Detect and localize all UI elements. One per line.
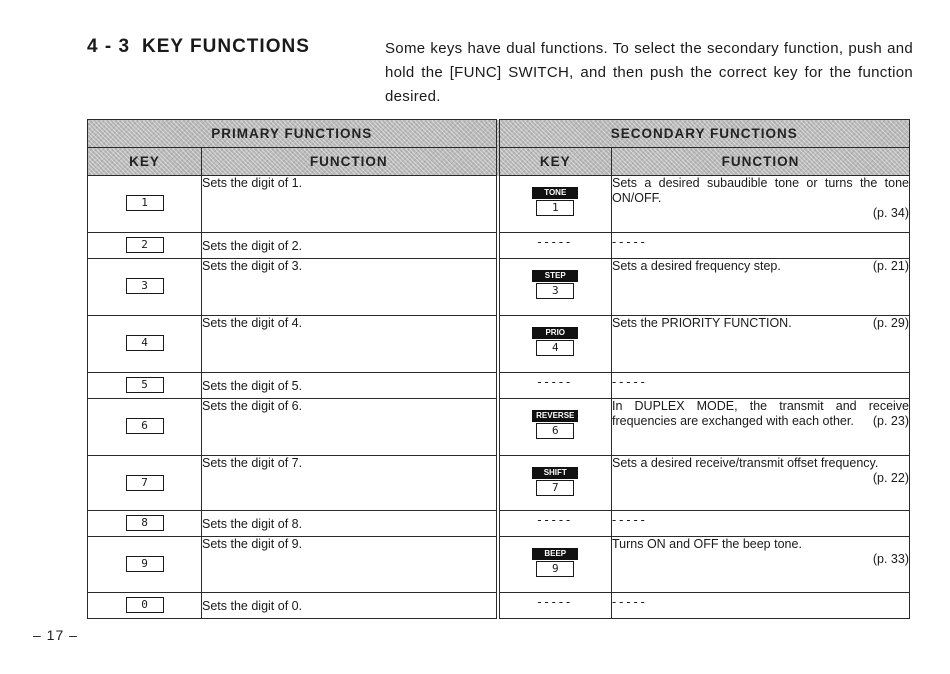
section-title-text: KEY FUNCTIONS [142,36,310,57]
secondary-key-cell [498,456,612,511]
empty-dash: ----- [537,595,574,609]
secondary-function-cell [612,399,910,456]
secondary-function-text: Sets a desired receive/transmit offset frequency. [612,456,879,470]
secondary-function-text: Sets a desired frequency step. [612,259,781,273]
step-label-icon: STEP [532,270,578,282]
primary-key-column-header: KEY [88,148,202,176]
secondary-key-cell [498,537,612,593]
key-9-icon: 9 [536,561,574,577]
tone-label-icon: TONE [532,187,578,199]
page-number: – 17 – [33,627,78,643]
secondary-function-cell [612,456,910,511]
shift-label-icon: SHIFT [532,467,578,479]
secondary-function-cell [612,511,910,537]
primary-function-cell: Sets the digit of 2. [202,233,498,259]
secondary-key-cell [498,593,612,619]
key-8-icon: 8 [126,515,164,531]
reverse-label-icon: REVERSE [532,410,578,422]
secondary-function-column-header: FUNCTION [612,148,910,176]
key-3-icon: 3 [126,278,164,294]
page-reference: (p. 22) [872,471,909,485]
page-reference: (p. 23) [872,414,909,428]
table-row [88,373,910,399]
primary-function-column-header: FUNCTION [202,148,498,176]
empty-dash: ----- [537,513,574,527]
empty-dash: ----- [537,375,574,389]
table-row [88,259,910,316]
primary-key-cell [88,593,202,619]
secondary-key-cell [498,176,612,233]
secondary-function-cell [612,593,910,619]
secondary-function-cell [612,537,910,593]
secondary-functions-header: SECONDARY FUNCTIONS [498,120,910,148]
primary-function-cell: Sets the digit of 3. [202,259,498,316]
table-row [88,233,910,259]
primary-function-cell: Sets the digit of 6. [202,399,498,456]
primary-function-cell: Sets the digit of 1. [202,176,498,233]
intro-paragraph: Some keys have dual functions. To select the secondary function, push and hold the [FUNC] SWITCH, and then push the correct key for the function desired. [385,40,913,105]
key-7-icon: 7 [536,480,574,496]
key-6-icon: 6 [536,423,574,439]
primary-key-cell [88,176,202,233]
key-4-icon: 4 [536,340,574,356]
secondary-function-text: Sets a desired subaudible tone or turns the tone ON/OFF. [612,176,909,205]
key-9-icon: 9 [126,556,164,572]
secondary-key-column-header: KEY [498,148,612,176]
key-1-icon: 1 [536,200,574,216]
page-reference: (p. 29) [872,316,909,330]
table-row [88,511,910,537]
page-reference: (p. 33) [872,552,909,566]
primary-function-cell: Sets the digit of 9. [202,537,498,593]
empty-dash: ----- [612,375,648,389]
secondary-key-cell [498,373,612,399]
key-3-icon: 3 [536,283,574,299]
page-reference: (p. 21) [872,259,909,273]
table-row [88,537,910,593]
key-4-icon: 4 [126,335,164,351]
primary-key-cell [88,373,202,399]
secondary-function-cell [612,176,910,233]
key-1-icon: 1 [126,195,164,211]
table-row [88,316,910,373]
section-number: 4 - 3 [87,36,131,57]
primary-functions-header: PRIMARY FUNCTIONS [88,120,498,148]
secondary-key-cell [498,399,612,456]
primary-key-cell [88,259,202,316]
secondary-key-cell [498,316,612,373]
empty-dash: ----- [612,235,648,249]
secondary-function-cell [612,316,910,373]
key-2-icon: 2 [126,237,164,253]
secondary-function-text: In DUPLEX MODE, the transmit and receive frequencies are exchanged with each other. [612,399,909,428]
key-0-icon: 0 [126,597,164,613]
secondary-key-cell [498,511,612,537]
primary-key-cell [88,233,202,259]
table-row [88,593,910,619]
table-row [88,399,910,456]
primary-function-cell: Sets the digit of 5. [202,373,498,399]
primary-key-cell [88,316,202,373]
secondary-key-cell [498,233,612,259]
primary-function-cell: Sets the digit of 8. [202,511,498,537]
beep-label-icon: BEEP [532,548,578,560]
table-row [88,456,910,511]
secondary-key-cell [498,259,612,316]
secondary-function-text: Sets the PRIORITY FUNCTION. [612,316,792,330]
secondary-function-cell [612,233,910,259]
prio-label-icon: PRIO [532,327,578,339]
primary-key-cell [88,456,202,511]
section-title [87,36,310,58]
key-6-icon: 6 [126,418,164,434]
primary-function-cell: Sets the digit of 4. [202,316,498,373]
empty-dash: ----- [612,595,648,609]
primary-key-cell [88,399,202,456]
primary-key-cell [88,537,202,593]
key-7-icon: 7 [126,475,164,491]
primary-function-cell: Sets the digit of 0. [202,593,498,619]
primary-function-cell: Sets the digit of 7. [202,456,498,511]
empty-dash: ----- [537,235,574,249]
key-functions-table [87,119,910,619]
secondary-function-text: Turns ON and OFF the beep tone. [612,537,802,551]
empty-dash: ----- [612,513,648,527]
secondary-function-cell [612,373,910,399]
page-reference: (p. 34) [872,206,909,220]
table-row [88,176,910,233]
primary-key-cell [88,511,202,537]
secondary-function-cell [612,259,910,316]
key-5-icon: 5 [126,377,164,393]
